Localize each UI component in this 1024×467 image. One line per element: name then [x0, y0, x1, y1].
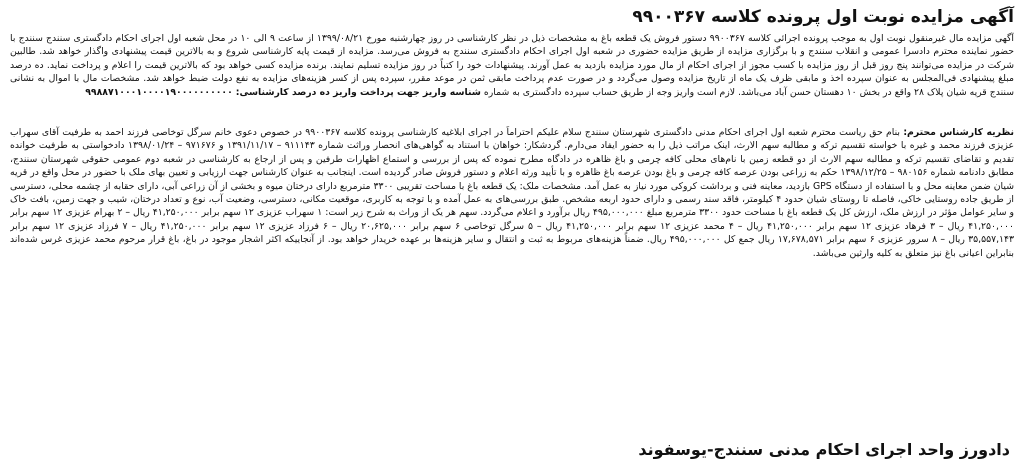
- expert-opinion-paragraph: [10, 126, 1014, 413]
- signature-line: دادورز واحد اجرای احکام مدنی سنندج-یوسفوند: [638, 440, 1010, 459]
- auction-body-text: آگهی مزایده مال غیرمنقول نوبت اول به موجب پرونده اجرائی کلاسه ۹۹۰۰۳۶۷ دستور فروش یک قطعه باغ به مشخصات ذیل در نظر کارشناسی در روز چهارشنبه مورخ ۱۳۹۹/۰۸/۲۱ از ساعت ۹ الی ۱۰ در محل شعبه اول اجرای احکام دادگستری سنندج سنندج با حضور نماینده محترم دادسرا عمومی و انقلاب سنندج و با برگزاری مزایده از طریق مزایده حضوری در شعبه اول اجرای احکام دادگستری سنندج به فروش می‌رسد. مزایده از قیمت پایه کارشناسی شروع و به بالاترین قیمت پیشنهادی واگذار خواهد شد. طالبین شرکت در مزایده می‌توانند پنج روز قبل از روز مزایده با کسب مجوز از اجرای احکام از مال مورد مزایده بازدید به عمل آورند. پیشنهادات خود را کتباً در روز مزایده تسلیم نمایند. برنده مزایده کسی خواهد بود که بالاترین قیمت را اعلام و پرداخت نماید. ده درصد مبلغ پیشنهادی فی‌المجلس به عنوان سپرده اخذ و مابقی ظرف یک ماه از تاریخ مزایده وصول می‌گردد و در صورت عدم پرداخت مابقی ثمن در موعد مقرر، سپرده پس از کسر هزینه‌های مزایده به نفع دولت ضبط خواهد شد. مشخصات مال با اموال به نشانی سنندج قریه شیان پلاک ۲۸ واقع در بخش ۱۰ دهستان حسن آباد می‌باشد. لازم است واریز وجه از طریق حساب سپرده دادگستری به شماره: [10, 33, 1014, 98]
- expert-opinion-body: بنام حق ریاست محترم شعبه اول اجرای احکام مدنی دادگستری شهرستان سنندج سلام علیکم احتراماً در اجرای ابلاغیه کارشناسی پرونده کلاسه ۹۹۰۰۳۶۷ در خصوص دعوی خانم سرگل توخاصی فرزند احمد به طرفیت آقای سهراب عزیزی فرزند محمد و غیره با خواسته تقسیم ترکه و مطالبه سهم الارث، اینک مراتب ذیل را به حضور ایفاد می‌دارم. گردشکار: خواهان با استناد به گواهی‌های انحصار وراثت شماره ۹۱۱۱۴۳ – ۱۳۹۱/۱۱/۱۷ و ۹۷۱۶۷۶ – ۱۳۹۸/۰۱/۲۴ دادخواستی به طرفیت خوانده تقدیم و تقاضای تقسیم ترکه و مطالبه سهم الارث از دو قطعه زمین با نام‌های محلی کافه چرمی و باغ ظاهره در دادگاه مطرح نموده که پس از بررسی و استماع اظهارات طرفین و پس از ارجاع به کارشناسی در شعبه دوم عمومی حقوقی شهرستان سنندج، مطابق دادنامه شماره ۹۸۰۱۵۶ – ۱۳۹۸/۱۲/۲۵ حکم به زراعی بودن عرصه کافه چرمی و باغ بودن عرصه باغ ظاهره و با تأیید ورثه اعلام و دستور فروش صادر گردیده است. اینجانب به عنوان کارشناس جهت ارزیابی و تعیین بهای ملک با حضور در محل واقع در قریه شیان ضمن معاینه محل و با استفاده از دستگاه GPS بازدید، معاینه فنی و برداشت کروکی مورد نیاز به عمل آمد. مشخصات ملک: یک قطعه باغ با مساحت تقریبی ۳۳۰۰ مترمربع دارای درختان میوه و بخشی از آن زراعی آبی، دارای حقابه از چشمه محلی، دسترسی از طریق جاده روستایی خاکی، فاصله تا روستای شیان حدود ۴ کیلومتر، فاقد سند رسمی و دارای حدود اربعه مشخص. طبق بررسی‌های به عمل آمده و با توجه به کاربری، موقعیت مکانی، دسترسی، وضعیت آب، نوع و تعداد درختان، شیب و جهت زمین، بافت خاک و سایر عوامل مؤثر در ارزش ملک، ارزش کل یک قطعه باغ با مساحت حدود ۳۳۰۰ مترمربع مبلغ ۴۹۵,۰۰۰,۰۰۰ ریال برآورد و اعلام می‌گردد. سهم هر یک از وراث به شرح زیر است: ۱ سهراب عزیزی ۱۲ سهم برابر ۴۱,۲۵۰,۰۰۰ ریال – ۲ بهرام عزیزی ۱۲ سهم برابر ۴۱,۲۵۰,۰۰۰ ریال – ۳ فرهاد عزیزی ۱۲ سهم برابر ۴۱,۲۵۰,۰۰۰ ریال – ۴ محمد عزیزی ۱۲ سهم برابر ۴۱,۲۵۰,۰۰۰ ریال – ۵ سرگل توخاصی ۶ سهم برابر ۲۰,۶۲۵,۰۰۰ ریال – ۶ فرزاد عزیزی ۱۲ سهم برابر ۴۱,۲۵۰,۰۰۰ ریال – ۷ فرزاد عزیزی ۱۲ سهم برابر ۳۵,۵۵۷,۱۴۳ ریال – ۸ سرور عزیزی ۶ سهم برابر ۱۷,۶۷۸,۵۷۱ ریال جمع کل ۴۹۵,۰۰۰,۰۰۰ ریال. ضمناً هزینه‌های مربوط به ثبت و انتقال و سایر هزینه‌ها بر عهده خریدار خواهد بود. از آنجاییکه اکثر اشجار موجود در باغ، باغ قرار مرحوم محمد عزیزی غرس شده‌اند بنابراین اعیانی باغ نیز متعلق به کلیه وارثین می‌باشد.: [10, 127, 1014, 259]
- auction-paragraph: [10, 32, 1014, 124]
- expert-opinion-heading: نظریه کارشناس محترم:: [903, 127, 1014, 138]
- notice-title: آگهی مزایده نوبت اول پرونده کلاسه ۹۹۰۰۳۶۷: [632, 7, 1014, 27]
- payment-id-number: ۹۹۸۸۷۱۰۰۰۱۰۰۰۰۱۹۰۰۰۰۰۰۰۰۰۰: [85, 86, 233, 98]
- payment-id-label: شناسه واریز جهت پرداخت واریز ده درصد کارشناسی:: [235, 86, 481, 98]
